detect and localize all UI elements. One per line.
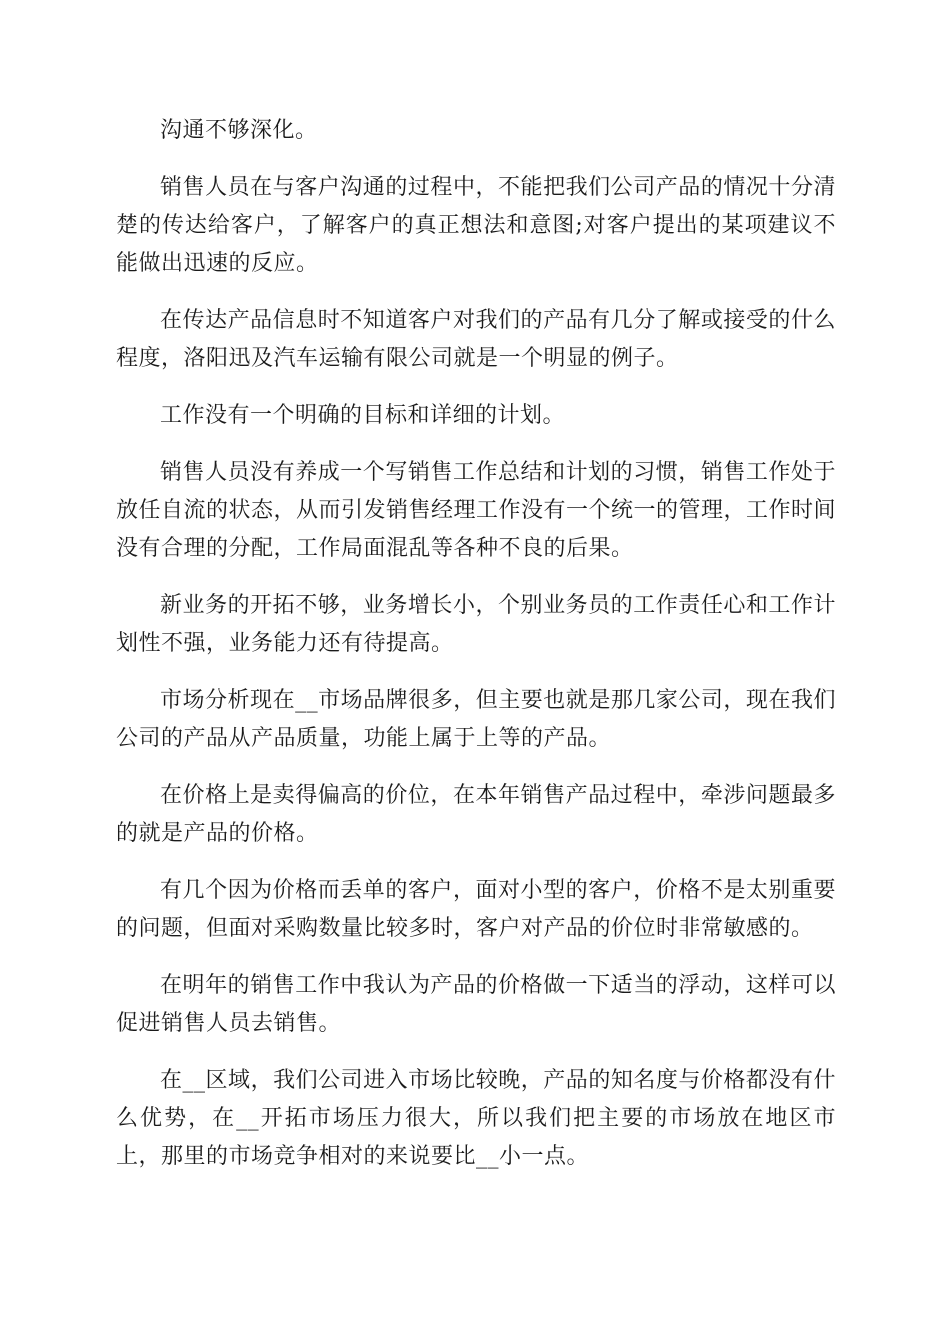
paragraph: 在明年的销售工作中我认为产品的价格做一下适当的浮动，这样可以促进销售人员去销售。 — [116, 973, 836, 1036]
paragraph: 有几个因为价格而丢单的客户，面对小型的客户，价格不是太别重要的问题，但面对采购数量比较多时，客户对产品的价位时非常敏感的。 — [116, 878, 836, 941]
paragraph: 市场分析现在__市场品牌很多，但主要也就是那几家公司，现在我们公司的产品从产品质量，功能上属于上等的产品。 — [116, 688, 836, 751]
paragraph: 销售人员在与客户沟通的过程中，不能把我们公司产品的情况十分清楚的传达给客户，了解客户的真正想法和意图;对客户提出的某项建议不能做出迅速的反应。 — [116, 175, 836, 276]
paragraph: 新业务的开拓不够，业务增长小，个别业务员的工作责任心和工作计划性不强，业务能力还有待提高。 — [116, 593, 836, 656]
paragraph: 在价格上是卖得偏高的价位，在本年销售产品过程中，牵涉问题最多的就是产品的价格。 — [116, 783, 836, 846]
paragraph: 在传达产品信息时不知道客户对我们的产品有几分了解或接受的什么程度，洛阳迅及汽车运输有限公司就是一个明显的例子。 — [116, 308, 836, 371]
document-body — [116, 112, 836, 1195]
paragraph: 销售人员没有养成一个写销售工作总结和计划的习惯，销售工作处于放任自流的状态，从而引发销售经理工作没有一个统一的管理，工作时间没有合理的分配，工作局面混乱等各种不良的后果。 — [116, 460, 837, 561]
paragraph: 工作没有一个明确的目标和详细的计划。 — [160, 403, 566, 428]
paragraph: 沟通不够深化。 — [160, 118, 318, 143]
paragraph: 在__区域，我们公司进入市场比较晚，产品的知名度与价格都没有什么优势，在__开拓市场压力很大，所以我们把主要的市场放在地区市上，那里的市场竞争相对的来说要比__小一点。 — [116, 1068, 836, 1169]
